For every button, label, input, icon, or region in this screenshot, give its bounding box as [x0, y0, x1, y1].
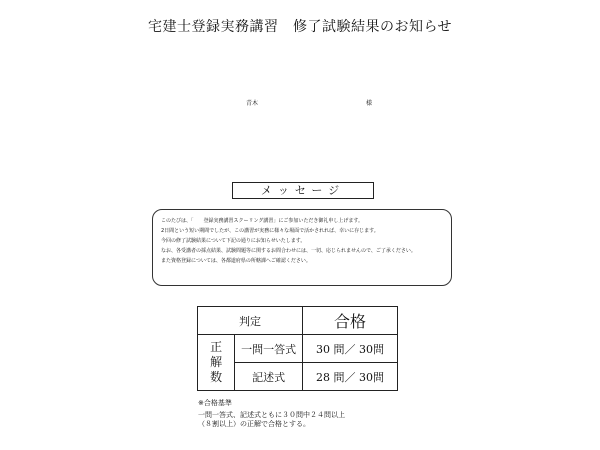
correct-count-char: 解 — [210, 355, 223, 369]
judgment-value: 合格 — [303, 307, 398, 335]
correct-count-char: 数 — [210, 370, 223, 384]
score-type-label: 一問一答式 — [235, 335, 303, 363]
correct-count-label — [198, 335, 235, 391]
message-header: メッセージ — [232, 182, 374, 199]
criteria-line: 一問一答式、記述式ともに３０問中２４問以上 — [198, 411, 345, 419]
criteria-heading: ※合格基準 — [198, 399, 232, 407]
judgment-row — [198, 307, 398, 335]
message-line: このたびは、「 登録実務講習スクーリング講習」にご参加いただき御礼申し上げます。 — [161, 218, 364, 224]
message-line: なお、各受講者の採点結果、試験問題等に関するお問合わせには、一切、応じられませんので、ご了承ください。 — [161, 248, 416, 254]
message-box — [152, 209, 452, 286]
score-value: 28 問／ 30問 — [303, 363, 398, 391]
correct-count-char: 正 — [210, 340, 223, 354]
message-line: 今回の修了試験結果について下記の通りにお知らせいたします。 — [161, 238, 306, 244]
page-title: 宅建士登録実務講習 修了試験結果のお知らせ — [147, 19, 453, 35]
recipient-honorific: 様 — [366, 100, 373, 107]
score-value: 30 問／ 30問 — [303, 335, 398, 363]
recipient-name: 青木 — [246, 100, 259, 107]
judgment-label: 判定 — [198, 307, 303, 335]
message-line: また資格登録については、各都道府県の所轄課へご確認ください。 — [161, 258, 311, 264]
criteria-line: （８割以上）の正解で合格とする。 — [198, 420, 310, 428]
results-table — [197, 306, 398, 391]
score-row — [198, 335, 398, 363]
criteria-text — [198, 411, 345, 429]
message-line: 2日間という短い期間でしたが、この講習が実務に様々な場面で活かされれば、幸いに存じます。 — [161, 228, 379, 234]
score-type-label: 記述式 — [235, 363, 303, 391]
